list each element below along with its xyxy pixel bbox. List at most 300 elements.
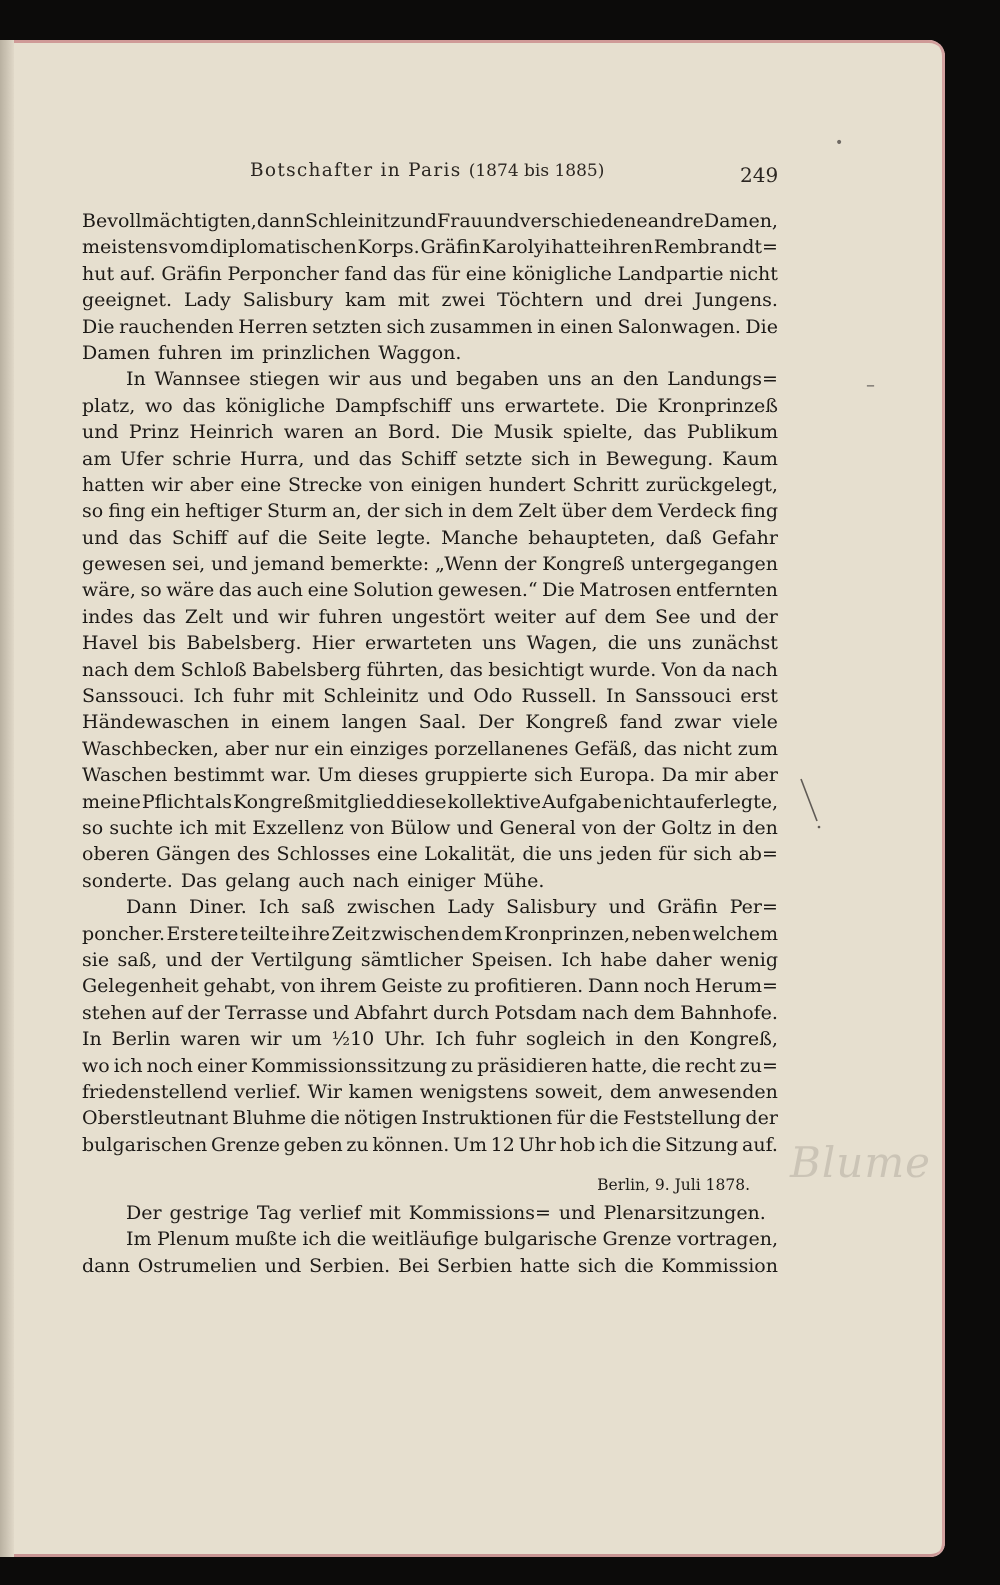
dateline-text: Berlin, 9. Juli 1878. [597,1176,750,1195]
word: Grenze [602,1228,672,1251]
word: aber [189,473,234,496]
word: zwischen [346,896,436,919]
word: Zelt [184,605,224,628]
word: Um [317,764,352,787]
word: der [503,553,537,576]
dateline [82,1170,778,1200]
text-line [82,1132,778,1158]
text-line [82,657,778,683]
word: ich [113,1054,143,1077]
word: gelang [225,869,291,892]
word: die [607,632,638,655]
word: mußte [235,1228,297,1251]
text-line [82,815,778,841]
text-line [82,551,778,577]
running-title: Botschafter in Paris [250,160,462,181]
word: präsidieren [477,1054,588,1077]
word: In [126,368,146,391]
page-number: 249 [740,163,779,187]
word: der [187,1001,220,1024]
word: Im [126,1228,152,1251]
text-line [82,1226,778,1252]
word: nach [352,869,400,892]
word: dann [256,210,305,232]
word: einer [196,1054,247,1077]
word: zu [346,1133,369,1156]
word: in [537,315,556,338]
word: saß, [117,948,158,971]
word: Musik [493,421,553,444]
word: profitieren. [474,975,584,998]
word: Ich [561,948,592,971]
word: dem [133,658,176,681]
word: im [230,341,255,364]
text-line [82,446,778,472]
word: Ich [193,685,224,708]
word: zu [447,975,470,998]
word: Diner. [189,896,247,919]
word: bemerkte: [330,553,430,576]
word: die [651,1054,682,1077]
word: fand [344,262,388,285]
word: Zeit [331,922,370,945]
word: Von [661,658,698,681]
word: Geiste [381,975,443,998]
word: erwarteten [364,632,472,655]
word: Ostrumelien [137,1254,257,1277]
word: heftiger [185,500,262,523]
word: Kaum [722,447,778,470]
word: Bluhme [232,1107,307,1130]
word: Instruktionen [421,1107,553,1130]
word: dieses [357,764,419,787]
word: aber [224,737,269,760]
word: Rembrandt= [653,236,778,259]
word: führten, [366,658,445,681]
word: auch [256,579,304,602]
word: noch [146,1054,194,1077]
text-line [82,973,778,999]
word: wenigstens [419,1080,529,1103]
word: der [366,500,400,523]
word: nach [731,658,778,681]
word: Kronprinzen, [504,922,631,945]
word: fuhr [232,685,274,708]
word: habe [600,948,648,971]
word: Perponcher [227,262,339,285]
word: um [291,1028,322,1051]
word: nach [82,658,129,681]
word: friedenstellend [82,1080,228,1103]
word: Schiff [400,447,457,470]
word: Bevollmächtigten, [82,210,257,232]
word: entfernten [676,579,778,602]
word: Der [126,1202,162,1225]
word: Bülow [390,816,451,839]
word: Gelegenheit [82,975,199,998]
word: sei, [172,553,206,576]
word: für [556,1107,585,1130]
word: oberen [82,843,150,866]
word: gewesen [82,553,167,576]
word: Bei [397,1254,430,1277]
word: Ich [258,896,290,919]
word: Da [661,764,689,787]
word: zwar [674,711,721,734]
word: zwischen [371,922,460,945]
word: an [590,368,615,391]
word: das [449,658,483,681]
text-line [82,868,778,894]
word: Kronprinzeß [657,394,778,417]
word: der [210,948,244,971]
word: Erstere [166,922,239,945]
word: Damen, [703,210,778,232]
word: wir [277,605,310,628]
text-line [82,1105,778,1131]
word: geben [283,1133,343,1156]
word: legte. [376,526,432,549]
word: Tag [256,1202,292,1225]
word: ihre [291,922,330,945]
word: vortragen, [677,1228,778,1251]
word: Manche [441,526,519,549]
word: sich [693,843,732,866]
word: gewesen.“ [437,579,538,602]
word: und [558,1202,596,1225]
word: sämtlicher [360,948,463,971]
word: mit [214,816,247,839]
word: für [658,843,687,866]
word: auf [564,605,596,628]
word: eine [240,473,282,496]
word: Damen [82,341,151,364]
word: saß [301,896,335,919]
word: Per= [729,896,778,919]
text-line [82,1253,778,1279]
word: Dann [587,975,639,998]
word: der [622,816,656,839]
word: Sanssouci. [82,685,185,708]
word: Schleinitz [304,210,401,232]
word: uns [647,632,682,655]
word: Grenze [210,1133,280,1156]
pencil-note: Blume [790,1138,932,1187]
word: und [313,447,350,470]
word: Frau [437,210,483,232]
word: stehen [82,1001,147,1024]
word: wurde. [589,658,657,681]
word: soweit, [534,1080,604,1103]
word: und [699,605,737,628]
word: Landungs= [667,368,778,391]
word: spielte, [562,421,634,444]
text-line [82,947,778,973]
word: Herren [238,315,308,338]
word: teilte [239,922,290,945]
word: Verdeck [657,500,736,523]
word: königliche [512,262,612,285]
word: dem [461,922,503,945]
text-line [82,762,778,788]
word: und [211,553,248,576]
word: der [745,1107,778,1130]
word: Salisbury [242,289,334,312]
word: wo [145,394,173,417]
word: das [643,737,678,760]
word: durch [432,1001,490,1024]
word: die [310,1107,340,1130]
body-text [82,208,778,1279]
word: weitläufige [371,1228,479,1251]
running-header [250,160,610,181]
text-line [82,683,778,709]
word: ½10 [331,1028,375,1051]
word: wir [328,368,360,391]
word: und [82,421,119,444]
word: setzten [312,315,382,338]
word: Salonwagen. [617,315,741,338]
word: auf [237,526,268,549]
word: fuhren [158,341,223,364]
word: auch [298,869,345,892]
word: anwesenden [657,1080,778,1103]
page-gutter [0,40,14,1557]
word: aus [368,368,402,391]
word: kamen [348,1080,413,1103]
word: sich [531,447,570,470]
word: einiger [407,869,476,892]
text-line [82,366,778,392]
word: das [142,605,176,628]
word: und [232,605,269,628]
word: wo [82,1054,110,1077]
text-line [82,630,778,656]
word: nicht [682,737,732,760]
word: bulgarische [484,1228,598,1251]
word: weiter [494,605,556,628]
word: langen [341,711,407,734]
word: ihren [602,236,654,259]
word: Zelt [518,500,557,523]
word: bulgarischen [82,1133,208,1156]
word: in [240,711,260,734]
word: Wagen, [526,632,598,655]
word: Bewegung. [605,447,714,470]
word: Waschbecken, [82,737,219,760]
text-line [82,921,778,947]
word: Herum= [694,975,778,998]
word: fing [108,500,146,523]
word: von [349,816,385,839]
word: Die [745,315,778,338]
word: jemand [253,553,325,576]
word: Berlin [111,1028,171,1051]
word: Kongreßmitglied [232,790,395,813]
word: Potsdam [494,1001,577,1024]
word: prinzlichen [262,341,371,364]
word: und [165,948,203,971]
word: Gräfin [420,236,481,259]
word: Oberstleutnant [82,1107,229,1130]
word: Lady [183,289,231,312]
word: fuhr [475,1028,517,1051]
word: Händewaschen [82,711,230,734]
word: Töchtern [497,289,584,312]
word: und [595,289,633,312]
word: dem [633,1001,676,1024]
word: Mühe. [483,869,545,892]
word: wir [151,473,183,496]
text-line [82,1026,778,1052]
word: geeignet. [82,289,173,312]
text-line [82,1053,778,1079]
word: setzte [464,447,523,470]
word: ungestört [391,605,486,628]
word: uns [482,632,517,655]
word: dann [82,1254,130,1277]
word: sich [386,315,426,338]
word: In [82,1028,102,1051]
word: Havel [82,632,138,655]
word: In [605,685,626,708]
word: vom [168,236,209,259]
word: Sitzung [664,1133,739,1156]
word: Babelsberg. [186,632,302,655]
word: Uhr. [384,1028,426,1051]
word: Wir [307,1080,342,1103]
word: sie [82,948,110,971]
word: Exzellenz [252,816,344,839]
word: nur [274,737,309,760]
word: nötigen [344,1107,418,1130]
word: die [522,843,552,866]
word: Kommissionssitzung [250,1054,448,1077]
word: Lokalität, [424,843,516,866]
word: wenig [720,948,778,971]
word: die [624,1254,654,1277]
word: Heinrich [189,421,274,444]
word: Die [615,394,648,417]
word: und [608,896,646,919]
word: das [392,262,427,285]
word: behaupteten, [528,526,656,549]
word: schrie [172,447,232,470]
word: und [456,816,494,839]
word: untergegangen [630,553,778,576]
word: uns [460,394,495,417]
word: sich [577,1254,617,1277]
text-line [82,525,778,551]
margin-dash-mark: – [866,375,875,396]
word: daher [655,948,712,971]
word: Der [478,711,514,734]
word: einem [271,711,330,734]
word: auf. [742,1133,778,1156]
word: Die [542,579,575,602]
word: sonderte. [82,869,173,892]
word: Lady [447,896,495,919]
word: meistens [82,236,168,259]
word: des [236,843,270,866]
text-line [82,472,778,498]
word: zurückgelegt, [645,473,778,496]
text-line [82,841,778,867]
word: den [622,368,659,391]
word: einigen [410,473,482,496]
word: ein [150,500,181,523]
word: Russell. [521,685,597,708]
word: diplomatischen [209,236,357,259]
word: Gräfin [657,896,718,919]
word: Landpartie [617,262,724,285]
text-line [82,1079,778,1105]
word: aber [734,764,778,787]
word: Bahnhofe. [680,1001,778,1024]
word: indes [82,605,134,628]
word: Seite [317,526,367,549]
word: auferlegte, [672,790,778,813]
word: von [581,816,617,839]
word: Babelsberg [252,658,362,681]
word: hatte [519,1254,570,1277]
word: können. [372,1133,450,1156]
word: von [369,473,404,496]
word: hob [559,1133,596,1156]
word: hut [82,262,115,285]
word: als [204,790,232,813]
word: Die [82,315,115,338]
word: Wannsee [154,368,241,391]
word: ein [314,737,344,760]
word: und [264,1254,302,1277]
word: Feststellung [622,1107,742,1130]
word: dem [611,500,653,523]
word: Schleinitz [323,685,419,708]
word: auf. [119,262,156,285]
word: einen [559,315,613,338]
word: Publikum [686,421,778,444]
word: Gefäß, [574,737,638,760]
word: Ufer [120,447,164,470]
text-line [82,340,778,366]
word: zwei [441,289,486,312]
word: Dampfschiff [334,394,451,417]
word: gehabt, [203,975,277,998]
word: Uhr [518,1133,556,1156]
word: der [745,605,778,628]
word: begaben [456,368,539,391]
word: mit [397,289,430,312]
word: den [742,816,778,839]
word: recht [684,1054,736,1077]
word: auf [151,1001,183,1024]
word: zusammen [429,315,533,338]
word: Kommissions= [408,1202,551,1225]
word: wir [250,1028,282,1051]
word: einziges [349,737,429,760]
word: an, [332,500,362,523]
word: Pflicht [141,790,204,813]
word: Das [180,869,218,892]
word: nicht [729,262,778,285]
word: so [140,579,162,602]
word: Kongreß [542,553,625,576]
word: ich [599,1133,629,1156]
word: dem [604,605,646,628]
word: Schritt [572,473,639,496]
word: „Wenn [435,553,498,576]
